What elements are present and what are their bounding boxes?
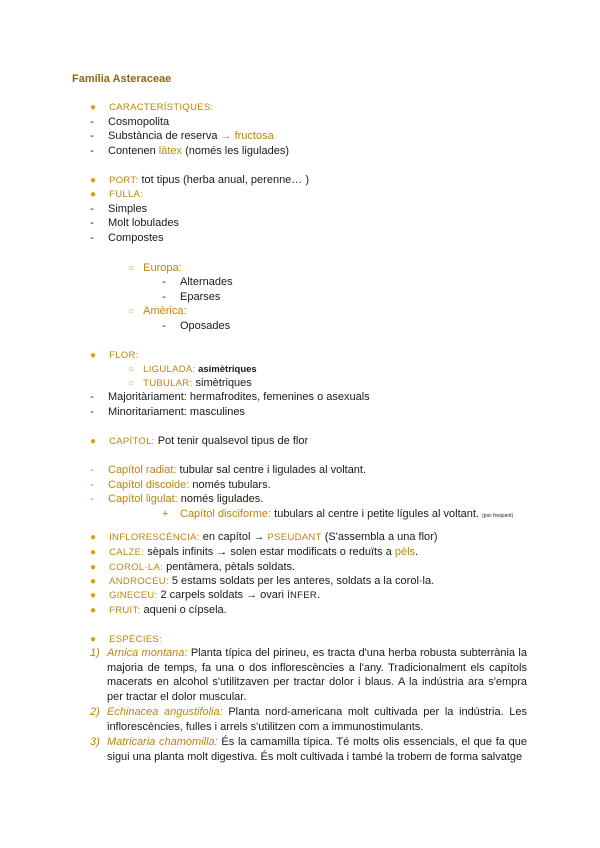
species-item-echinacea: Echinacea angustifolia: Planta nord-americana molt cultivada per la indústria. Les inflorescències, fulles i arrels s'utilitzen com a immunostimulants.	[107, 706, 528, 733]
america-heading: ○ Amèrica:	[128, 305, 187, 317]
list-item: - Alternades	[162, 276, 233, 288]
bullet-icon: ●	[90, 175, 97, 186]
europa-heading: ○ Europa:	[128, 262, 182, 274]
property-fruit: ● FRUIT: aqueni o cípsela.	[90, 604, 227, 616]
circle-bullet-icon: ○	[128, 263, 135, 274]
bullet-icon: ●	[90, 189, 97, 200]
property-androceu: ● ANDROCEU: 5 estams soldats per les anteres, soldats a la corol·la.	[90, 575, 435, 587]
list-item: - Contenen làtex (només les ligulades)	[90, 145, 290, 157]
bullet-icon: ●	[90, 350, 97, 361]
property-calze: ● CALZE: sèpals infinits → solen estar modificats o reduïts a pèls.	[90, 546, 419, 558]
circle-bullet-icon: ○	[128, 364, 135, 375]
bullet-icon: ●	[90, 634, 97, 645]
flor-heading: ● FLOR:	[90, 350, 139, 361]
list-item: - Minoritariament: masculines	[90, 406, 245, 418]
list-item: - Simples	[90, 203, 148, 215]
bullet-icon: ●	[90, 562, 97, 573]
list-item: - Oposades	[162, 320, 231, 332]
property-gineceu: ● GINECEU: 2 carpels soldats → ovari ÍNFER.	[90, 589, 321, 601]
list-item: - Eparses	[162, 291, 221, 303]
list-item: - Capítol discoide: només tubulars.	[90, 479, 271, 491]
caracteristiques-label: CARACTERÍSTIQUES:	[109, 102, 214, 113]
port-line: ● PORT: tot tipus (herba anual, perenne… )	[90, 174, 310, 186]
capitol-line: ● CAPÍTOL: Pot tenir qualsevol tipus de flor	[90, 435, 309, 447]
property-inflorescencia: ● INFLORESCÈNCIA: en capítol → PSEUDANT (S'assembla a una flor)	[90, 531, 438, 543]
bullet-icon: ●	[90, 576, 97, 587]
species-number: 1)	[90, 647, 100, 659]
list-item: - Molt lobulades	[90, 217, 179, 229]
list-item: - Substància de reserva → fructosa	[90, 130, 274, 142]
circle-bullet-icon: ○	[128, 306, 135, 317]
list-item: - Compostes	[90, 232, 164, 244]
list-item: - Capítol ligulat: només ligulades.	[90, 493, 264, 505]
species-number: 2)	[90, 706, 100, 718]
list-item: - Capítol radiat: tubular sal centre i ligulades al voltant.	[90, 464, 367, 476]
species-number: 3)	[90, 736, 100, 748]
flor-tubular: ○ TUBULAR: simètriques	[128, 377, 252, 389]
flor-ligulada: ○ LIGULADA: asimètriques	[128, 364, 257, 375]
species-item-matricaria: Matricaria chamomilla: És la camamilla típica. Té molts olis essencials, el que fa que sigui una planta molt digestiva. És molt cultivada i també la trobem de forma salvatge	[107, 736, 527, 763]
caracteristiques-heading	[90, 100, 213, 115]
property-corolla: ● COROL·LA: pentàmera, pètals soldats.	[90, 561, 296, 573]
list-item: - Cosmopolita	[90, 116, 170, 128]
bullet-icon: ●	[90, 547, 97, 558]
circle-bullet-icon: ○	[128, 378, 135, 389]
bullet-icon: ●	[90, 436, 97, 447]
bullet-icon: ●	[90, 590, 97, 601]
list-item: - Majoritàriament: hermafrodites, femenines o asexuals	[90, 391, 370, 403]
bullet-icon: ●	[90, 102, 97, 113]
especies-heading: ● ESPÈCIES:	[90, 634, 162, 645]
species-item-arnica: Arnica montana: Planta típica del pirineu, es tracta d'una herba robusta subterrània la majoria de temps, fa una o dos inflorescències a l'any. Tradicionalment els capítols macerats en alcohol s'utilitzaven per tractar dolor i blaus. A la indústria ara s'empra per tractar el dolor muscular.	[107, 647, 527, 703]
bullet-icon: ●	[90, 605, 97, 616]
list-item: + Capítol disciforme: tubulars al centre i petite lígules al voltant. (poc freqüent)	[162, 508, 514, 520]
page-title: Família Asteraceae	[72, 73, 172, 85]
fulla-heading: ● FULLA:	[90, 189, 144, 200]
bullet-icon: ●	[90, 532, 97, 543]
